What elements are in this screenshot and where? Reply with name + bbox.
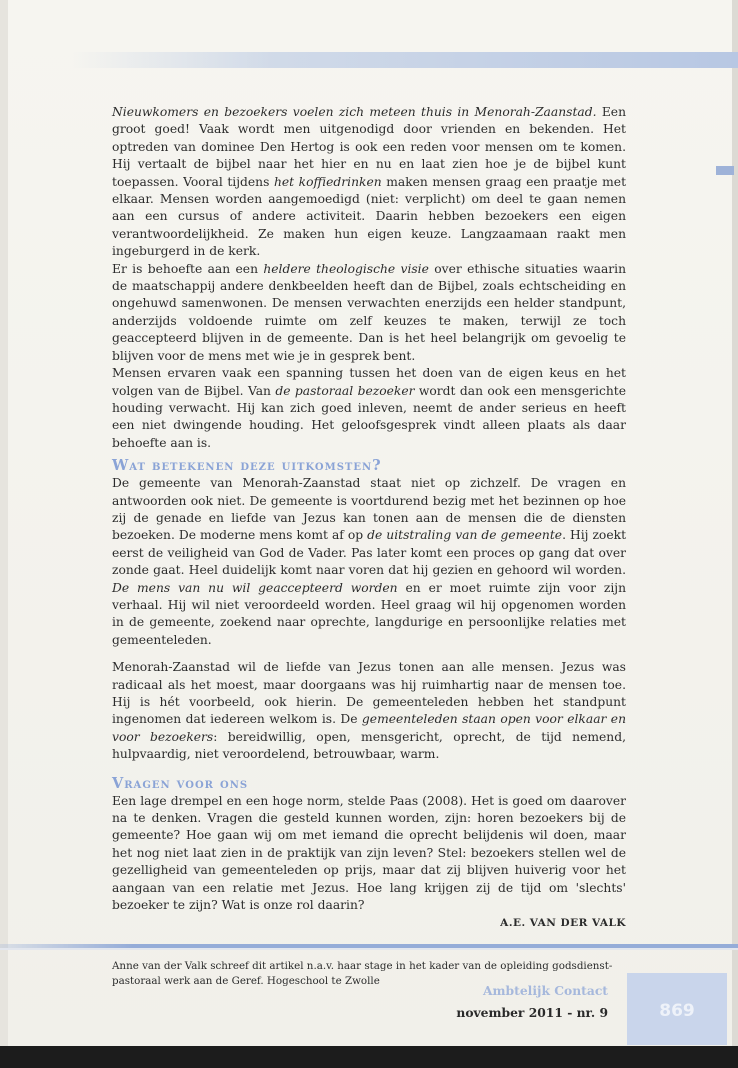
footer-rule-shadow bbox=[0, 948, 738, 950]
issue-info: november 2011 - nr. 9 bbox=[456, 1005, 608, 1020]
paragraph-2-italic-b: heldere theologische visie bbox=[263, 261, 429, 276]
bottom-scan-edge bbox=[0, 1046, 738, 1068]
paragraph-5-text-a: Menorah-Zaanstad wil de liefde van Jezus tonen aan alle mensen. Jezus was radicaal als het moest, maar doorgaans was hij ruimhartig naar de mensen toe. Hij is hét voorbeeld, ook hierin. De gemeenteleden hebben het standpunt ingenomen dat iedereen welkom is. De bbox=[112, 660, 626, 727]
paragraph-5-text-c: : bereidwillig, open, mensgericht, oprecht, de tijd nemend, hulpvaardig, niet veroordelend, betrouwbaar, warm. bbox=[112, 729, 626, 762]
section-heading-1: Wat betekenen deze uitkomsten? bbox=[112, 457, 382, 475]
paragraph-4-text-a: De gemeente van Menorah-Zaanstad staat niet op zichzelf. De vragen en antwoorden ook niet. De gemeente is voortdurend bezig met het bezinnen op hoe zij de genade en liefde van Jezus kan tonen aan de mensen die de diensten bezoeken. De moderne mens komt af op bbox=[112, 476, 626, 543]
paragraph-4 bbox=[112, 475, 626, 649]
page-number: 869 bbox=[659, 1001, 695, 1021]
page-right-edge bbox=[732, 0, 738, 1068]
magazine-title: Ambtelijk Contact bbox=[483, 983, 608, 998]
paragraph-2 bbox=[112, 261, 626, 365]
author-note: Anne van der Valk schreef dit artikel n.a.v. haar stage in het kader van de opleiding godsdienst-pastoraal werk aan de Geref. Hogeschool te Zwolle bbox=[112, 959, 613, 987]
paragraph-3-text-a: Mensen ervaren vaak een spanning tussen het doen van de eigen keus en het volgen van de Bijbel. Van bbox=[112, 366, 626, 398]
paragraph-3 bbox=[112, 365, 626, 452]
paragraph-2-text-a: Er is behoefte aan een bbox=[112, 261, 264, 276]
paragraph-1-italic-c: het koffiedrinken bbox=[273, 174, 382, 189]
paragraph-4-text-c: . Hij zoekt eerst de veiligheid van God de Vader. Pas later komt een proces op gang dat over zonde gaat. Heel duidelijk komt naar voren dat hij gezien en gehoord wil worden. bbox=[112, 528, 627, 578]
paragraph-3-text-c: wordt dan ook een mensgerichte houding verwacht. Hij kan zich goed inleven, neemt de ander serieus en heeft een niet dwingende houding. Het geloofsgesprek vindt alleen plaats als daar behoefte aan is. bbox=[112, 383, 626, 450]
page-number-box bbox=[627, 973, 727, 1045]
paragraph-4-text-e: en er moet ruimte zijn voor zijn verhaal. Hij wil niet veroordeeld worden. Heel graag wil hij opgenomen worden in de gemeente, zoekend naar oprechte, langdurige en persoonlijke relaties met gemeenteleden. bbox=[112, 580, 627, 647]
page-left-edge bbox=[0, 0, 8, 1068]
paragraph-1-text-b: Een groot goed! Vaak wordt men uitgenodigd door vrienden en bekenden. Het optreden van dominee Den Hertog is ook een reden voor mensen om te komen. Hij vertaalt de bijbel naar het hier en nu en laat zien hoe je de bijbel kunt toepassen. Vooral tijdens bbox=[112, 105, 626, 189]
paragraph-1-italic-a: Nieuwkomers en bezoekers voelen zich meteen thuis in Menorah-Zaanstad. bbox=[112, 105, 597, 119]
side-marker bbox=[716, 166, 734, 175]
paragraph-4-italic-d: De mens van nu wil geaccepteerd worden bbox=[112, 580, 398, 595]
paragraph-1-text-d: maken mensen graag een praatje met elkaar. Mensen worden aangemoedigd (niet: verplicht) om deel te gaan nemen aan een cursus of andere activiteit. Daarin hebben bezoekers een eigen verantwoordelijkheid. Ze maken hun eigen keuze. Langzaamaan raakt men ingeburgerd in de kerk. bbox=[112, 174, 627, 259]
paragraph-5-italic-b: gemeenteleden staan open voor elkaar en voor bezoekers bbox=[112, 712, 626, 744]
author-byline: A.E. VAN DER VALK bbox=[500, 917, 626, 930]
section-heading-2: Vragen voor ons bbox=[112, 774, 249, 792]
paragraph-4-italic-b: de uitstraling van de gemeente bbox=[367, 528, 563, 543]
top-decorative-band bbox=[72, 52, 738, 68]
article-body bbox=[112, 104, 626, 989]
paragraph-3-italic-b: de pastoraal bezoeker bbox=[275, 383, 415, 398]
paragraph-6: Een lage drempel en een hoge norm, stelde Paas (2008). Het is goed om daarover na te denken. Vragen die gesteld kunnen worden, zijn: horen bezoekers bij de gemeente? Hoe gaan wij om met iemand die oprecht belijdenis wil doen, maar het nog niet laat zien in de praktijk van zijn leven? Stel: bezoekers stellen wel de gezelligheid van gemeenteleden op prijs, maar dat zij blijven huiverig voor het aangaan van een relatie met Jezus. Hoe lang krijgen zij de tijd om 'slechts' bezoeker te zijn? Wat is onze rol daarin? bbox=[112, 793, 626, 913]
paragraph-1 bbox=[112, 104, 626, 261]
paragraph-2-text-c: over ethische situaties waarin de maatschappij andere denkbeelden heeft dan de Bijbel, zoals echtscheiding en ongehuwd samenwonen. De mensen verwachten enerzijds een helder standpunt, anderzijds voldoende ruimte om zelf keuzes te maken, terwijl ze toch geaccepteerd blijven in de gemeente. Dan is het heel belangrijk om gevoelig te blijven voor de mens met wie je in gesprek bent. bbox=[112, 261, 627, 363]
paragraph-5 bbox=[112, 659, 626, 763]
